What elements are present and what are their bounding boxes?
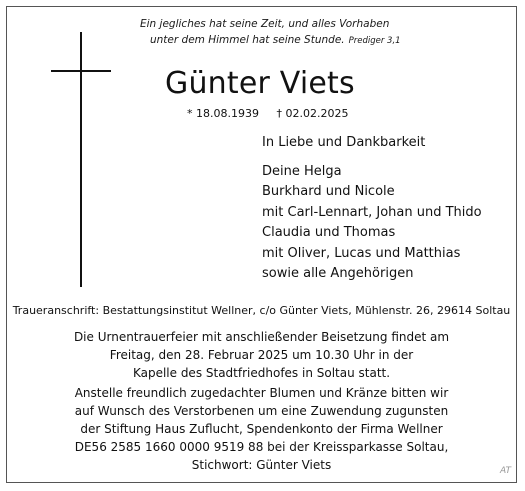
birth-date: * 18.08.1939 [187,107,259,120]
donation-line: Stichwort: Günter Viets [191,458,332,472]
mourner-line: sowie alle Angehörigen [262,266,414,281]
deceased-name: Günter Viets [165,66,355,101]
donation-info [6,384,517,474]
donation-line: auf Wunsch des Verstorbenen um eine Zuwendung zugunsten [74,404,449,418]
cross-horizontal-bar [51,70,111,72]
ceremony-line: Die Urnentrauerfeier mit anschließender Beisetzung findet am [73,330,450,344]
life-dates [187,107,362,120]
mourner-line: mit Oliver, Lucas und Matthias [262,245,461,261]
quote-source: Prediger 3,1 [348,36,401,46]
donation-line: Anstelle freundlich zugedachter Blumen und Kränze bitten wir [74,386,449,400]
donation-line: DE56 2585 1660 0000 9519 88 bei der Kreissparkasse Soltau, [74,440,449,454]
quote-line-2 [140,32,470,49]
mourning-address: Traueranschrift: Bestattungsinstitut Wellner, c/o Günter Viets, Mühlenstr. 26, 29614 Soltau [12,304,511,317]
mourners-list [262,133,482,285]
publisher-logo: AT [500,466,511,476]
ceremony-line: Freitag, den 28. Februar 2025 um 10.30 Uhr in der [109,348,414,362]
quote-line-2-text: unter dem Himmel hat seine Stunde. [150,34,345,46]
mourner-line: Burkhard und Nicole [262,184,395,199]
ceremony-info [6,328,517,382]
mourner-line: Deine Helga [262,163,342,179]
death-date: † 02.02.2025 [276,107,349,120]
donation-line: der Stiftung Haus Zuflucht, Spendenkonto der Firma Wellner [80,422,443,436]
bible-quote [140,16,470,49]
quote-line-1: Ein jegliches hat seine Zeit, und alles Vorhaben [140,18,390,30]
mourner-line: Claudia und Thomas [262,225,396,240]
mourner-line: mit Carl-Lennart, Johan und Thido [262,204,482,220]
ceremony-line: Kapelle des Stadtfriedhofes in Soltau statt. [132,366,391,380]
mourners-intro: In Liebe und Dankbarkeit [262,135,426,150]
